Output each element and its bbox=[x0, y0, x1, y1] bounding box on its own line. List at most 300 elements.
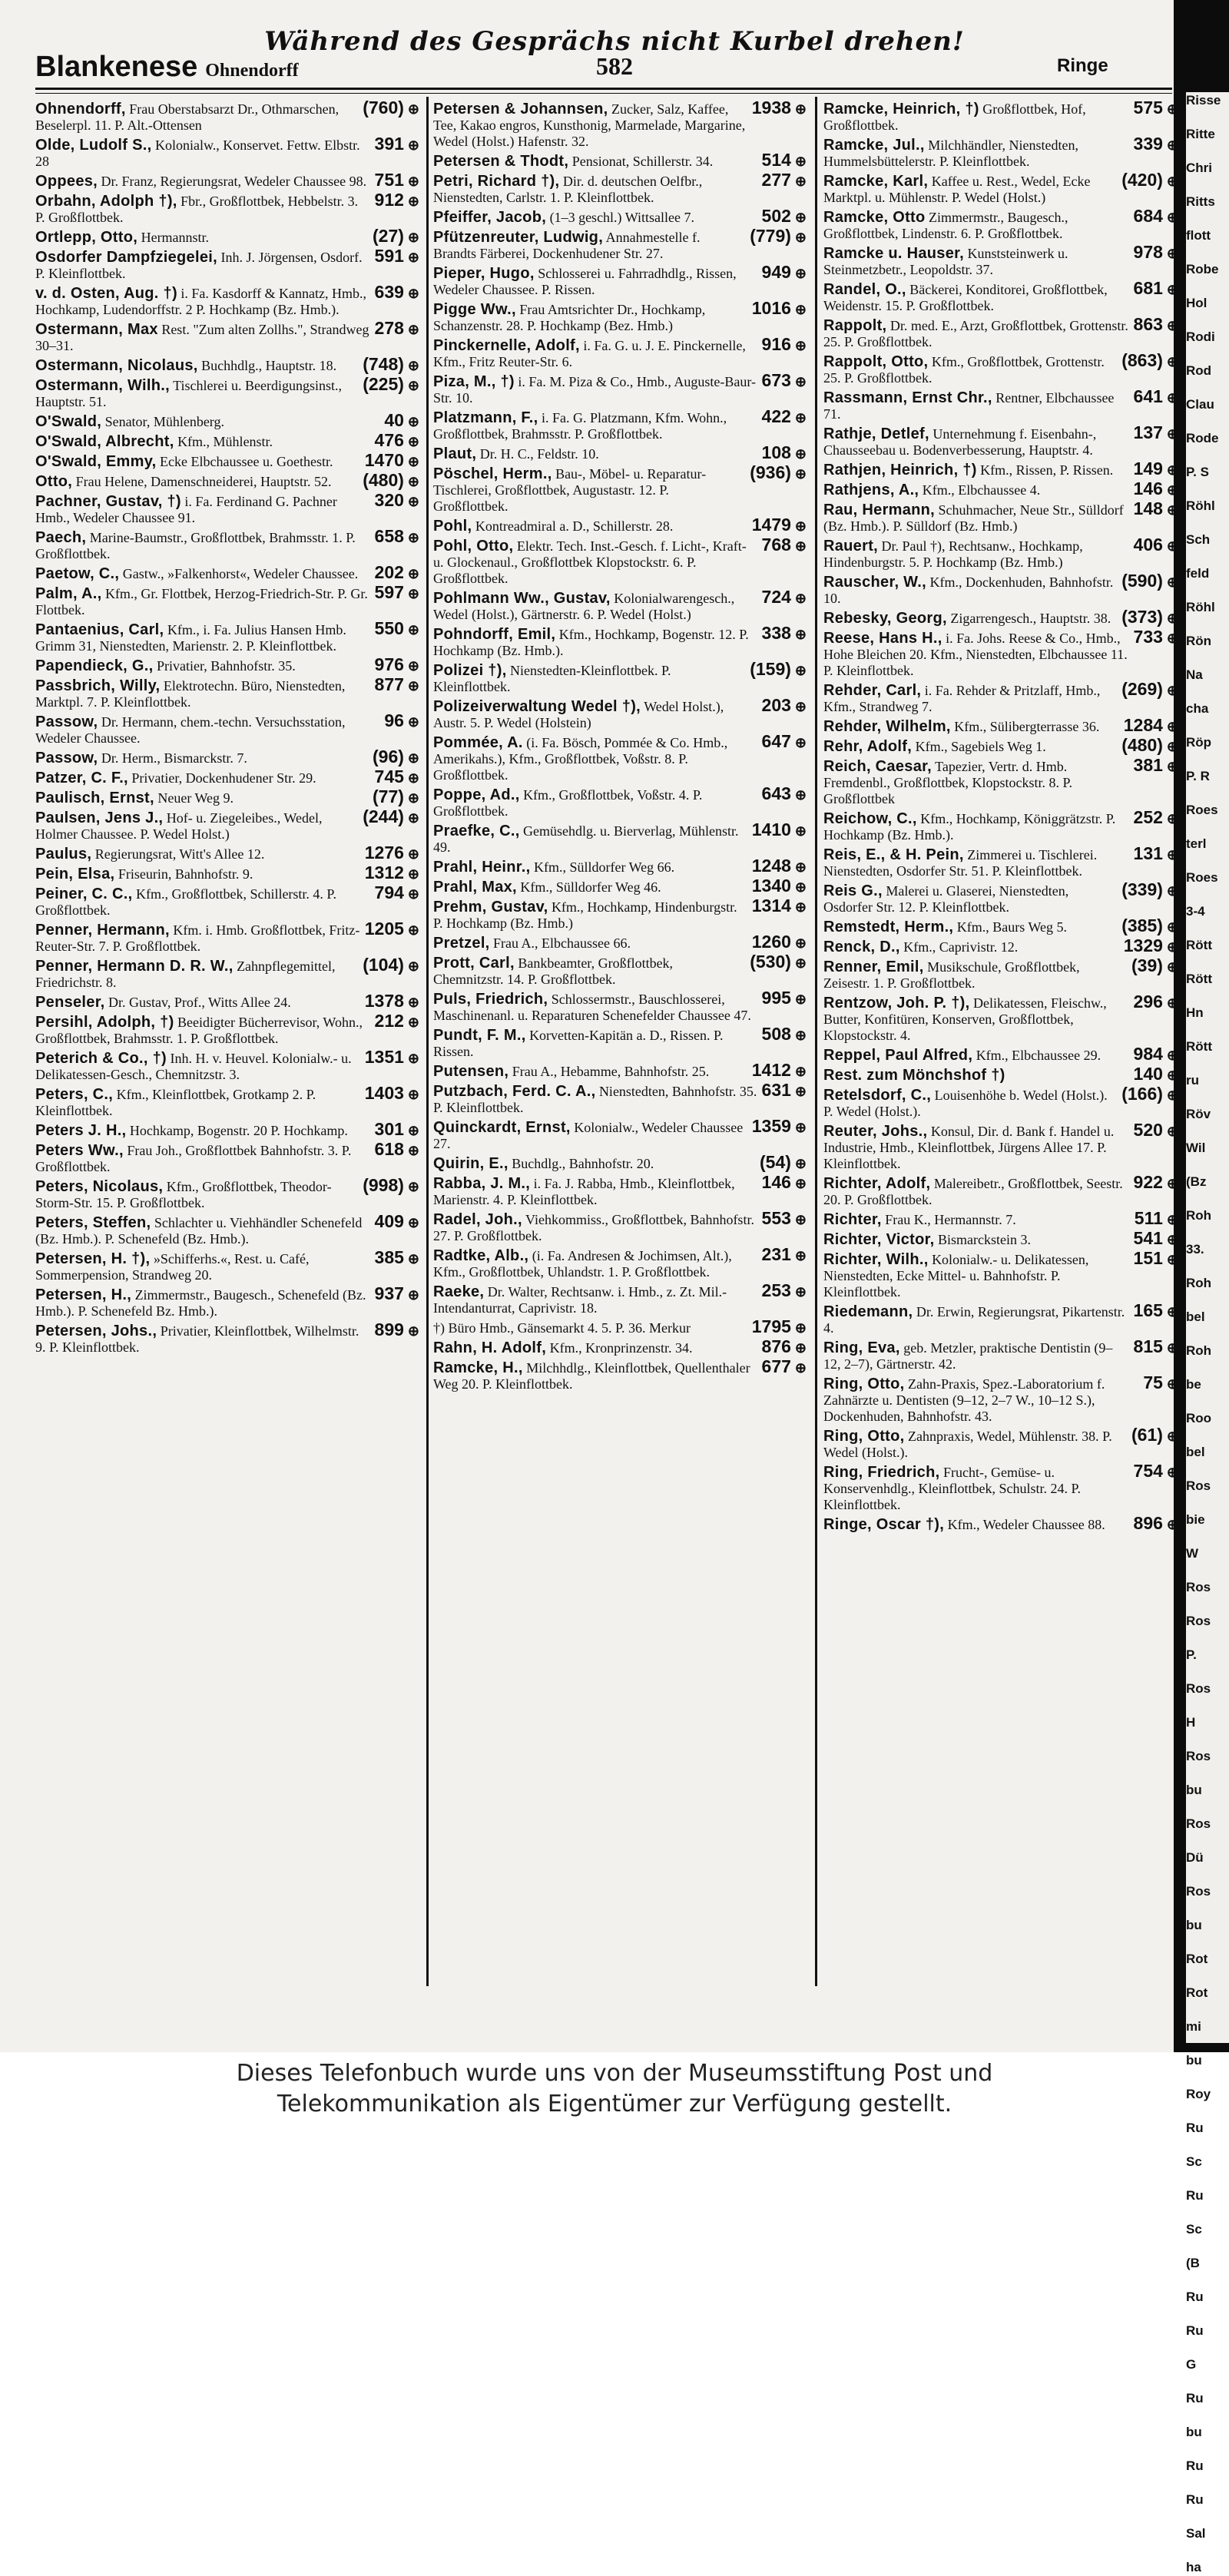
entry-line bbox=[35, 865, 419, 882]
directory-entry bbox=[433, 462, 807, 515]
entry-line bbox=[35, 136, 419, 170]
edge-fragment: Ros bbox=[1186, 1816, 1211, 1831]
entry-name: Petersen, H. †), bbox=[35, 1250, 151, 1267]
place-name: Blankenese bbox=[35, 51, 198, 83]
entry-name: Persihl, Adolph, †) bbox=[35, 1014, 174, 1031]
edge-fragment: cha bbox=[1186, 701, 1209, 716]
entry-details: Kaffee u. Rest., Wedel, Ecke Marktpl. u. Mühlenstr. P. Wedel (Holst.) bbox=[823, 174, 1091, 205]
listing-column-1 bbox=[35, 100, 419, 2001]
entry-details: Bismarckstein 3. bbox=[938, 1232, 1031, 1247]
entry-phone-number: (96) ⊕ bbox=[373, 749, 419, 767]
edge-fragment: W bbox=[1186, 1546, 1199, 1561]
entry-name: Penner, Hermann, bbox=[35, 922, 170, 939]
directory-entry bbox=[823, 757, 1178, 807]
entry-line bbox=[433, 625, 807, 659]
edge-fragment: Sc bbox=[1186, 2222, 1202, 2237]
last-entry-name: Ringe bbox=[1057, 55, 1108, 76]
entry-details: i. Fa. G. u. J. E. Pinckernelle, Kfm., Fritz Reuter-Str. 6. bbox=[433, 338, 746, 369]
entry-phone-number: 995 ⊕ bbox=[762, 990, 807, 1008]
entry-details: Kfm., Großflottbek, Grottenstr. 25. P. Großflottbek. bbox=[823, 354, 1105, 386]
entry-name: Rassmann, Ernst Chr., bbox=[823, 389, 992, 406]
entry-phone-number: 75 ⊕ bbox=[1143, 1375, 1178, 1392]
entry-details: i. Fa. Kasdorff & Kannatz, Hmb., Hochkamp, Ludendorffstr. 2 P. Hochkamp (Bz. Hmb.). bbox=[35, 286, 367, 317]
edge-fragment: Ritte bbox=[1186, 127, 1215, 141]
entry-phone-number: 1205 ⊕ bbox=[365, 921, 419, 939]
entry-name: Paulus, bbox=[35, 846, 92, 863]
entry-phone-number: (480) ⊕ bbox=[1121, 737, 1178, 755]
entry-name: Paulisch, Ernst, bbox=[35, 790, 154, 806]
directory-entry bbox=[35, 100, 419, 134]
entry-name: Petersen, Johs., bbox=[35, 1323, 157, 1339]
entry-name: Paulsen, Jens J., bbox=[35, 810, 164, 826]
entry-phone-number: 591 ⊕ bbox=[375, 248, 419, 266]
entry-line bbox=[433, 1336, 807, 1356]
entry-details: Kfm., Sülldorfer Weg 66. bbox=[533, 859, 675, 875]
entry-line bbox=[823, 1336, 1178, 1372]
entry-details: Regierungsrat, Witt's Allee 12. bbox=[94, 846, 265, 862]
directory-entry bbox=[433, 406, 807, 442]
entry-name: Rauscher, W., bbox=[823, 574, 926, 591]
directory-entry bbox=[35, 584, 419, 618]
entry-details: i. Fa. J. Rabba, Hmb., Kleinflottbek, Marienstr. 4. P. Kleinflottbek. bbox=[433, 1176, 735, 1207]
entry-name: Prott, Carl, bbox=[433, 955, 515, 972]
entry-line bbox=[823, 1066, 1178, 1084]
directory-entry bbox=[433, 372, 807, 406]
entry-phone-number: (420) ⊕ bbox=[1121, 172, 1178, 190]
entry-phone-number: 502 ⊕ bbox=[762, 208, 807, 226]
entry-line bbox=[433, 697, 807, 731]
directory-entry bbox=[35, 248, 419, 282]
listing-column-3 bbox=[823, 100, 1178, 2001]
entry-body bbox=[823, 137, 1129, 170]
entry-details: Zucker, Salz, Kaffee, Tee, Kakao engros, Kunsthonig, Marmelade, Margarine, Wedel (Holst.) Hafenstr. 32. bbox=[433, 101, 746, 149]
directory-entry bbox=[823, 1210, 1178, 1228]
directory-entry bbox=[35, 993, 419, 1011]
entry-line bbox=[35, 1121, 419, 1139]
edge-fragment: Roy bbox=[1186, 2087, 1211, 2101]
edge-fragment: P. R bbox=[1186, 769, 1210, 783]
entry-body bbox=[823, 683, 1117, 715]
directory-entry bbox=[35, 1177, 419, 1211]
entry-name: Quirin, E., bbox=[433, 1155, 508, 1172]
entry-phone-number: 422 ⊕ bbox=[762, 409, 807, 426]
entry-line bbox=[433, 934, 807, 952]
entry-details: Kfm., Großflottbek, Theodor-Storm-Str. 15. P. Großflottbek. bbox=[35, 1179, 332, 1210]
entry-details: Privatier, Kleinflottbek, Wilhelmstr. 9. P. Kleinflottbek. bbox=[35, 1323, 359, 1355]
entry-line bbox=[433, 1174, 807, 1208]
entry-name: Prahl, Heinr., bbox=[433, 859, 531, 876]
edge-fragment: ru bbox=[1186, 1073, 1199, 1088]
entry-name: Passbrich, Willy, bbox=[35, 677, 161, 694]
edge-fragment: Rode bbox=[1186, 431, 1219, 445]
entry-phone-number: (54) ⊕ bbox=[760, 1154, 807, 1172]
entry-body bbox=[433, 955, 745, 988]
entry-name: Ramcke, H., bbox=[433, 1359, 523, 1376]
entry-line bbox=[823, 280, 1178, 314]
entry-line bbox=[35, 492, 419, 526]
entry-phone-number: 277 ⊕ bbox=[762, 172, 807, 190]
entry-details: Unternehmung f. Eisenbahn-, Chausseebau u. Bodenverbesserung, Hauptstr. 4. bbox=[823, 426, 1097, 458]
entry-phone-number: 1248 ⊕ bbox=[752, 858, 807, 876]
entry-body bbox=[35, 750, 247, 767]
entry-phone-number: 140 ⊕ bbox=[1134, 1066, 1178, 1084]
entry-line bbox=[433, 517, 807, 535]
entry-line bbox=[433, 1356, 807, 1392]
edge-fragment: Roes bbox=[1186, 870, 1218, 885]
entry-body bbox=[433, 699, 757, 731]
entry-name: Orbahn, Adolph †), bbox=[35, 193, 177, 210]
entry-name: Rehder, Carl, bbox=[823, 682, 922, 699]
entry-details: Schlossermstr., Bauschlosserei, Maschinenanl. u. Reparaturen Schenefelder Chaussee 47. bbox=[433, 992, 751, 1023]
entry-details: Malerei u. Glaserei, Nienstedten, Osdorfer Str. 12. P. Kleinflottbek. bbox=[823, 883, 1069, 915]
entry-details: Kfm., Großflottbek, Voßstr. 4. P. Großflottbek. bbox=[433, 787, 703, 819]
directory-entry bbox=[35, 1121, 419, 1139]
entry-details: Dr. Franz, Regierungsrat, Wedeler Chaussee 98. bbox=[101, 174, 367, 189]
entry-body bbox=[823, 959, 1127, 992]
edge-fragment: Ru bbox=[1186, 2458, 1204, 2473]
directory-entry bbox=[433, 625, 807, 659]
entry-phone-number: 658 ⊕ bbox=[375, 528, 419, 546]
next-page-edge bbox=[1186, 92, 1229, 2574]
edge-fragment: Wil bbox=[1186, 1141, 1206, 1155]
directory-entry bbox=[823, 1230, 1178, 1248]
directory-entry bbox=[433, 1210, 807, 1244]
entry-body bbox=[35, 322, 370, 354]
entry-body bbox=[35, 101, 358, 134]
entry-phone-number: (480) ⊕ bbox=[363, 472, 419, 490]
edge-fragment: Ru bbox=[1186, 2323, 1204, 2338]
entry-phone-number: 108 ⊕ bbox=[762, 445, 807, 462]
entry-line bbox=[433, 990, 807, 1024]
entry-phone-number: 1312 ⊕ bbox=[365, 865, 419, 882]
entry-line bbox=[433, 1244, 807, 1280]
entry-details: i. Fa. Ferdinand G. Pachner Hmb., Wedeler Chaussee 91. bbox=[35, 494, 337, 525]
entry-phone-number: (530) ⊕ bbox=[750, 954, 807, 972]
entry-line bbox=[433, 537, 807, 587]
directory-entry bbox=[433, 100, 807, 150]
entry-name: Rathjen, Heinrich, †) bbox=[823, 462, 977, 478]
entry-details: Frau A., Elbchaussee 66. bbox=[493, 935, 631, 951]
edge-fragment: ha bbox=[1186, 2560, 1201, 2574]
entry-line bbox=[823, 879, 1178, 916]
directory-entry bbox=[823, 935, 1178, 955]
entry-phone-number: 151 ⊕ bbox=[1134, 1250, 1178, 1268]
entry-phone-number: 916 ⊕ bbox=[762, 336, 807, 354]
entry-line bbox=[35, 786, 419, 806]
entry-line bbox=[823, 717, 1178, 735]
entry-line bbox=[433, 1280, 807, 1316]
entry-name: Riedemann, bbox=[823, 1303, 913, 1320]
entry-body bbox=[433, 302, 747, 334]
directory-entry bbox=[823, 136, 1178, 170]
entry-details: Buchdlg., Bahnhofstr. 20. bbox=[512, 1156, 654, 1171]
entry-name: Penner, Hermann D. R. W., bbox=[35, 958, 234, 975]
entry-line bbox=[823, 1230, 1178, 1248]
entry-body bbox=[433, 663, 745, 695]
entry-body bbox=[35, 434, 273, 450]
entry-body bbox=[35, 846, 264, 863]
directory-entry bbox=[433, 172, 807, 206]
entry-details: Nienstedten, Bahnhofstr. 35. P. Kleinflottbek. bbox=[433, 1084, 757, 1115]
edge-fragment: Roo bbox=[1186, 1411, 1212, 1425]
entry-details: Schlosserei u. Fahrradhdlg., Rissen, Wedeler Chaussee. P. Rissen. bbox=[433, 266, 737, 297]
entry-body bbox=[823, 574, 1117, 607]
entry-details: Zahnpflegemittel, Friedrichstr. 8. bbox=[35, 959, 336, 990]
entry-name: Retelsdorf, C., bbox=[823, 1087, 932, 1104]
directory-entry bbox=[35, 1247, 419, 1283]
entry-phone-number: (225) ⊕ bbox=[363, 376, 419, 394]
entry-phone-number: 1329 ⊕ bbox=[1124, 938, 1178, 955]
entry-details: Privatier, Dockenhudener Str. 29. bbox=[131, 770, 316, 786]
entry-phone-number: 1016 ⊕ bbox=[752, 300, 807, 318]
entry-name: Oppees, bbox=[35, 173, 98, 190]
directory-entry bbox=[433, 1082, 807, 1116]
entry-body bbox=[433, 1176, 757, 1208]
entry-body bbox=[35, 474, 332, 490]
entry-line bbox=[433, 300, 807, 334]
entry-body bbox=[35, 174, 366, 190]
entry-body bbox=[433, 1156, 654, 1172]
entry-phone-number: 1938 ⊕ bbox=[752, 100, 807, 118]
entry-phone-number: 1412 ⊕ bbox=[752, 1062, 807, 1080]
entry-name: Pretzel, bbox=[433, 935, 490, 952]
entry-details: Milchhdlg., Kleinflottbek, Quellenthaler Weg 20. P. Kleinflottbek. bbox=[433, 1360, 750, 1392]
entry-phone-number: 1403 ⊕ bbox=[365, 1085, 419, 1103]
entry-name: Pieper, Hugo, bbox=[433, 265, 535, 282]
entry-phone-number: (166) ⊕ bbox=[1121, 1086, 1178, 1104]
directory-entry bbox=[823, 1086, 1178, 1120]
directory-entry bbox=[433, 1356, 807, 1392]
entry-phone-number: (339) ⊕ bbox=[1121, 882, 1178, 899]
entry-phone-number: 575 ⊕ bbox=[1134, 100, 1178, 118]
entry-name: Pommée, A. bbox=[433, 734, 523, 751]
entry-line bbox=[823, 918, 1178, 935]
entry-line bbox=[35, 710, 419, 747]
entry-phone-number: 912 ⊕ bbox=[375, 192, 419, 210]
entry-details: Ecke Elbchaussee u. Goethestr. bbox=[160, 454, 333, 469]
entry-name: Pöschel, Herm., bbox=[433, 465, 552, 482]
entry-details: Kolonialw., Konservet. Fettw. Elbstr. 28 bbox=[35, 137, 360, 169]
entry-body bbox=[433, 787, 757, 819]
entry-body bbox=[433, 1084, 757, 1116]
entry-details: Tapezier, Vertr. d. Hmb. Fremdenbl., Großflottbek, Klopstockstr. 8. P. Großflottbek bbox=[823, 759, 1072, 806]
edge-fragment: Rot bbox=[1186, 1952, 1208, 1966]
header-rule-thin bbox=[35, 93, 1172, 94]
entry-line bbox=[35, 356, 419, 374]
directory-entry bbox=[823, 1463, 1178, 1513]
entry-phone-number: 641 ⊕ bbox=[1134, 389, 1178, 406]
entry-name: Pohl, Otto, bbox=[433, 538, 514, 555]
directory-entry bbox=[433, 1280, 807, 1316]
entry-body bbox=[433, 992, 757, 1024]
entry-phone-number: (373) ⊕ bbox=[1121, 609, 1178, 627]
entry-details: Malereibetr., Großflottbek, Seestr. 20. P. Großflottbek. bbox=[823, 1176, 1123, 1207]
entry-body bbox=[35, 586, 370, 618]
entry-details: Dr. Gustav, Prof., Witts Allee 24. bbox=[108, 995, 291, 1010]
entry-name: Plaut, bbox=[433, 445, 477, 462]
directory-entry bbox=[823, 1427, 1178, 1461]
entry-line bbox=[433, 152, 807, 170]
entry-details: Hof- u. Ziegeleibes., Wedel, Holmer Chaussee. P. Wedel Holst.) bbox=[35, 810, 323, 842]
entry-body bbox=[823, 1304, 1129, 1336]
directory-entry bbox=[823, 386, 1178, 422]
entry-phone-number: 339 ⊕ bbox=[1134, 136, 1178, 154]
entry-body bbox=[433, 1340, 693, 1356]
entry-details: Inh. J. Jörgensen, Osdorf. P. Kleinflottbek. bbox=[35, 250, 363, 281]
entry-line bbox=[823, 843, 1178, 879]
entry-name: Ostermann, Nicolaus, bbox=[35, 357, 198, 374]
directory-entry bbox=[35, 710, 419, 747]
entry-body bbox=[433, 1320, 691, 1336]
entry-name: Radtke, Alb., bbox=[433, 1247, 529, 1264]
entry-name: v. d. Osten, Aug. †) bbox=[35, 285, 177, 302]
entry-body bbox=[433, 410, 757, 442]
entry-line bbox=[823, 1122, 1178, 1172]
footer-line-1: Dieses Telefonbuch wurde uns von der Museumsstiftung Post und bbox=[236, 2060, 993, 2087]
entry-phone-number: 131 ⊕ bbox=[1134, 846, 1178, 863]
entry-phone-number: 252 ⊕ bbox=[1134, 810, 1178, 827]
edge-fragment: Roh bbox=[1186, 1208, 1212, 1223]
edge-fragment: Roes bbox=[1186, 803, 1218, 817]
entry-details: Kfm., Wedeler Chaussee 88. bbox=[947, 1517, 1105, 1532]
entry-phone-number: 922 ⊕ bbox=[1134, 1174, 1178, 1192]
entry-name: Poppe, Ad., bbox=[433, 786, 520, 803]
entry-details: Musikschule, Großflottbek, Zeisestr. 1. P. Großflottbek. bbox=[823, 959, 1080, 991]
entry-phone-number: 301 ⊕ bbox=[375, 1121, 419, 1139]
entry-body bbox=[433, 627, 757, 659]
entry-body bbox=[433, 1360, 757, 1392]
directory-entry bbox=[433, 733, 807, 783]
entry-details: Kontreadmiral a. D., Schillerstr. 28. bbox=[475, 518, 674, 534]
entry-details: Kfm., Kleinflottbek, Grotkamp 2. P. Kleinflottbek. bbox=[35, 1087, 316, 1118]
entry-phone-number: 514 ⊕ bbox=[762, 152, 807, 170]
entry-name: Ring, Eva, bbox=[823, 1339, 900, 1356]
entry-body bbox=[823, 1176, 1129, 1208]
entry-name: Remstedt, Herm., bbox=[823, 919, 954, 935]
entry-details: i. Fa. Johs. Reese & Co., Hmb., Hohe Bleichen 20. Kfm., Nienstedten, Elbchaussee 11. P. Kleinflottbek. bbox=[823, 631, 1128, 678]
entry-phone-number: 406 ⊕ bbox=[1134, 537, 1178, 555]
entry-body bbox=[35, 658, 296, 674]
entry-name: Pundt, F. M., bbox=[433, 1027, 526, 1044]
entry-name: Ramcke, Jul., bbox=[823, 137, 925, 154]
directory-entry bbox=[823, 1515, 1178, 1533]
entry-body bbox=[823, 354, 1117, 386]
directory-entry bbox=[35, 452, 419, 470]
entry-details: Inh. H. v. Heuvel. Kolonialw.- u. Delikatessen-Gesch., Chemnitzstr. 3. bbox=[35, 1051, 352, 1082]
entry-body bbox=[35, 1051, 360, 1083]
entry-name: Ohnendorff, bbox=[35, 101, 126, 118]
entry-body bbox=[35, 230, 209, 246]
entry-name: Peterich & Co., †) bbox=[35, 1050, 167, 1067]
entry-details: Kfm., Sülldorfer Weg 46. bbox=[520, 879, 661, 895]
entry-phone-number: 148 ⊕ bbox=[1134, 501, 1178, 518]
entry-body bbox=[823, 1088, 1117, 1120]
entry-line bbox=[35, 921, 419, 955]
entry-name: Richter, Adolf, bbox=[823, 1175, 931, 1192]
entry-name: Ring, Friedrich, bbox=[823, 1464, 940, 1481]
entry-body bbox=[823, 719, 1099, 735]
entry-name: Pinckernelle, Adolf, bbox=[433, 337, 580, 354]
entry-phone-number: (590) ⊕ bbox=[1121, 573, 1178, 591]
entry-body bbox=[433, 230, 745, 262]
entry-body bbox=[35, 714, 379, 747]
directory-entry bbox=[433, 858, 807, 876]
entry-body bbox=[35, 810, 358, 843]
entry-name: Putzbach, Ferd. C. A., bbox=[433, 1083, 596, 1100]
entry-line bbox=[35, 845, 419, 863]
directory-entry bbox=[823, 316, 1178, 350]
entry-details: Kolonialwarengesch., Wedel (Holst.), Gärtnerstr. 6. P. Wedel (Holst.) bbox=[433, 591, 735, 622]
entry-line bbox=[823, 1300, 1178, 1336]
directory-entry bbox=[35, 1013, 419, 1047]
edge-fragment: Clau bbox=[1186, 397, 1214, 412]
edge-fragment: Robe bbox=[1186, 262, 1219, 276]
entry-name: Reppel, Paul Alfred, bbox=[823, 1047, 973, 1064]
entry-details: »Schifferhs.«, Rest. u. Café, Sommerpension, Strandweg 20. bbox=[35, 1251, 310, 1283]
entry-line bbox=[35, 1211, 419, 1247]
entry-line bbox=[433, 1316, 807, 1336]
entry-phone-number: 754 ⊕ bbox=[1134, 1463, 1178, 1481]
entry-name: Peters, Nicolaus, bbox=[35, 1178, 164, 1195]
directory-entry bbox=[35, 228, 419, 246]
entry-body bbox=[35, 959, 358, 991]
entry-line bbox=[35, 1085, 419, 1119]
entry-name: Ramcke u. Hauser, bbox=[823, 245, 964, 262]
entry-body bbox=[35, 1015, 370, 1047]
entry-phone-number: 899 ⊕ bbox=[375, 1322, 419, 1339]
entry-line bbox=[433, 589, 807, 623]
directory-entry bbox=[433, 898, 807, 932]
entry-name: Peters J. H., bbox=[35, 1122, 127, 1139]
entry-body bbox=[433, 823, 747, 856]
entry-line bbox=[433, 172, 807, 206]
entry-line bbox=[823, 737, 1178, 755]
entry-details: Bau-, Möbel- u. Reparatur-Tischlerei, Großflottbek, Augustastr. 12. P. Großflottbek. bbox=[433, 466, 707, 514]
directory-entry bbox=[823, 955, 1178, 992]
entry-details: Pensionat, Schillerstr. 34. bbox=[571, 154, 714, 169]
directory-entry bbox=[35, 472, 419, 490]
entry-line bbox=[433, 1082, 807, 1116]
entry-details: Kfm., Elbchaussee 4. bbox=[922, 482, 1041, 498]
edge-fragment: Ros bbox=[1186, 1681, 1211, 1696]
directory-entry bbox=[823, 918, 1178, 935]
entry-body bbox=[433, 1248, 757, 1280]
entry-phone-number: (104) ⊕ bbox=[363, 957, 419, 975]
directory-entry bbox=[433, 1118, 807, 1152]
entry-name: Rathje, Detlef, bbox=[823, 425, 929, 442]
entry-name: Peters Ww., bbox=[35, 1142, 124, 1159]
entry-details: Kfm., i. Fa. Julius Hansen Hmb. Grimm 31, Nienstedten, Marienstr. 2. P. Kleinflottbek. bbox=[35, 622, 346, 654]
entry-name: Pein, Elsa, bbox=[35, 866, 115, 882]
entry-details: Frau A., Hebamme, Bahnhofstr. 25. bbox=[512, 1064, 710, 1079]
entry-body bbox=[433, 518, 673, 535]
directory-entry bbox=[823, 280, 1178, 314]
entry-body bbox=[823, 811, 1129, 843]
entry-body bbox=[35, 1123, 348, 1139]
entry-phone-number: 978 ⊕ bbox=[1134, 244, 1178, 262]
entry-phone-number: 677 ⊕ bbox=[762, 1359, 807, 1376]
directory-entry bbox=[433, 537, 807, 587]
entry-name: Renck, D., bbox=[823, 939, 900, 955]
edge-fragment: Rot bbox=[1186, 1985, 1208, 2000]
footer-credit bbox=[0, 2058, 1229, 2155]
directory-entry bbox=[433, 1062, 807, 1080]
entry-phone-number: (39) ⊕ bbox=[1131, 958, 1178, 975]
entry-details: geb. Metzler, praktische Dentistin (9–12, 2–7), Gärtnerstr. 42. bbox=[823, 1340, 1113, 1372]
entry-details: Dr. Paul †), Rechtsanw., Hochkamp, Hindenburgstr. 5. P. Hochkamp (Bz. Hmb.) bbox=[823, 538, 1083, 570]
entry-phone-number: 794 ⊕ bbox=[375, 885, 419, 902]
entry-phone-number: 876 ⊕ bbox=[762, 1339, 807, 1356]
